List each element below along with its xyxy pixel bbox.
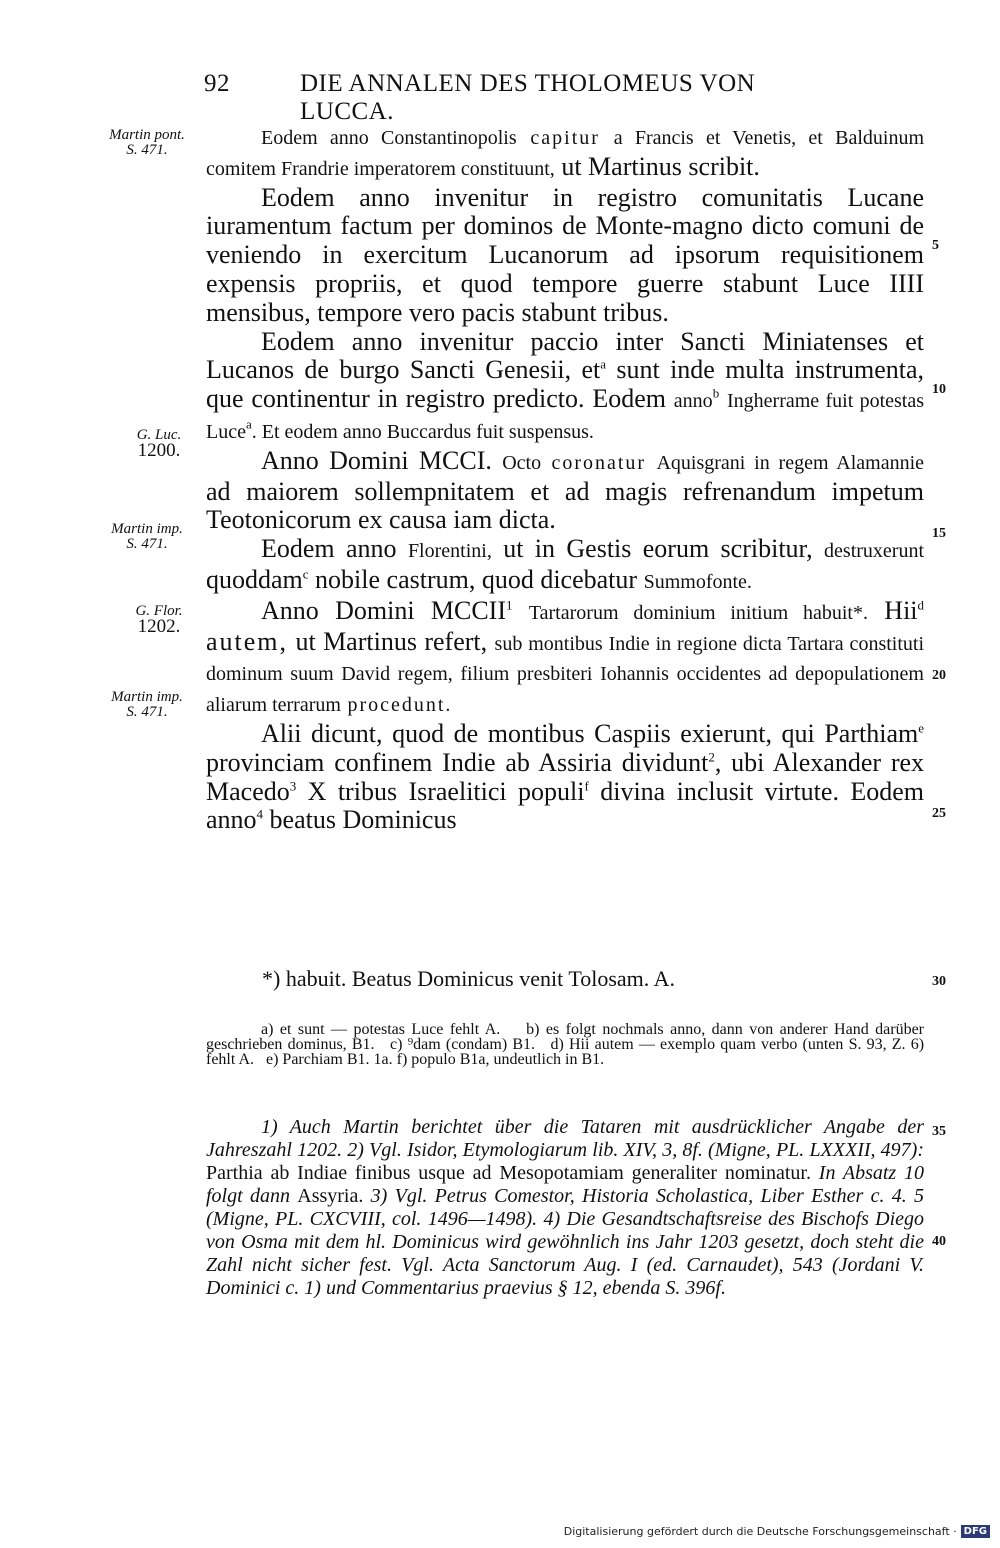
line-number: 25	[932, 806, 946, 821]
line-number: 15	[932, 526, 946, 541]
note-2-comment: In Absatz 10 folgt dann	[206, 1162, 925, 1207]
line-number: 10	[932, 382, 946, 397]
credit-text: Digitalisierung gefördert durch die Deutsche Forschungsgemeinschaft ·	[563, 1525, 957, 1538]
note-3: 3) Vgl. Petrus Comestor, Historia Scholastica, Liber Esther c. 4. 5 (Migne, PL. CXCVIII, col. 1496—1498).	[206, 1185, 925, 1230]
line-number: 35	[932, 1124, 946, 1139]
main-text	[206, 122, 924, 835]
paragraph-2: Eodem anno invenitur in registro comunitatis Lucane iuramentum factum per dominos de Monte-magno dicto comuni de veniendo in exercitum Lucanorum ad ipsorum requisitionem expensis propriis, et quod tempore guerre stabunt Luce IIII mensibus, tempore vero pacis stabunt tribus.	[206, 182, 924, 327]
margin-note-ref: S. 471.	[126, 704, 168, 720]
apparatus-f: f) populo B1a, undeutlich in B1.	[396, 1051, 605, 1068]
margin-note-year: 1202.	[137, 616, 181, 637]
margin-note-label: G. Luc.	[136, 427, 182, 443]
apparatus-b: b) es folgt nochmals anno, dann von anderer Hand darüber geschrieben dominus, B1.	[206, 1021, 925, 1053]
margin-note-year: 1200.	[137, 440, 181, 461]
margin-note-ref: S. 471.	[126, 142, 168, 158]
page-number: 92	[204, 70, 230, 97]
margin-note-1	[92, 128, 202, 158]
running-title: DIE ANNALEN DES THOLOMEUS VON LUCCA.	[300, 70, 756, 125]
margin-note-label: Martin imp.	[111, 521, 183, 537]
margin-note-ref: S. 471.	[126, 536, 168, 552]
margin-note-label: Martin pont.	[109, 127, 185, 143]
apparatus-c: c) ⁹dam (condam) B1.	[390, 1036, 536, 1053]
footnote-star: *) habuit. Beatus Dominicus venit Tolosam. A.	[262, 966, 675, 991]
margin-note-4	[104, 603, 214, 637]
margin-note-5	[92, 690, 202, 720]
note-2-ref: 2) Vgl. Isidor, Etymologiarum lib. XIV, 3, 8f. (Migne, PL. LXXXII, 497):	[347, 1139, 925, 1161]
margin-note-3	[92, 522, 202, 552]
apparatus-e: e) Parchiam B1. 1a.	[266, 1051, 393, 1068]
note-2-quote: Parthia ab Indiae finibus usque ad Mesopotamiam generaliter nominatur.	[206, 1162, 811, 1184]
paragraph-5: Eodem anno Florentini, ut in Gestis eorum scribitur, destruxerunt quoddam$^c$ nobile castrum, quod dicebatur Summofonte.	[206, 534, 925, 594]
paragraph-4: Anno Domini MCCI. Octo coronatur Aquisgrani in regem Alamannie ad maiorem sollempnitatem et ad magis refrenandum impetum Teotonicorum ex causa iam dicta.	[206, 445, 925, 535]
paragraph-6: Anno Domini MCCII$^1$ Tartarorum dominium initium habuit*. Hii$^d$ autem, ut Martinus refert, sub montibus Indie in regione dicta Tartara constituti dominum suum David regem, filium presbiteri Iohannis occidentes ad depopulationem aliarum terrarum procedunt.	[206, 595, 925, 717]
note-4: 4) Die Gesandtschaftsreise des Bischofs Diego von Osma mit dem hl. Dominicus wird gewöhnlich ins Jahr 1203 gesetzt, doch steht die Zahl nicht sicher fest. Vgl. Acta Sanctorum Aug. I (ed. Carnaudet), 543 (Jordani V. Dominici c. 1) und Commentarius praevius § 12, ebenda S. 396f.	[206, 1208, 924, 1299]
margin-note-label: Martin imp.	[111, 689, 183, 705]
paragraph-3: Eodem anno invenitur paccio inter Sancti Miniatenses et Lucanos de burgo Sancti Genesii, $et^a$ sunt inde multa instrumenta, que continentur in registro predicto. Eodem anno$^b$ Ingherrame fuit potestas Luce$^a$. Et eodem anno Buccardus fuit suspensus.	[206, 326, 925, 443]
dfg-logo-icon: DFG	[961, 1525, 990, 1538]
paragraph-7: Alii dicunt, quod de montibus Caspiis exierunt, qui Parthiam$^e$ provinciam confinem Indie ab Assiria dividunt$^2$, ubi Alexander rex Macedo$^3$ X tribus Israelitici populi$^f$ divina inclusit virtute. Eodem anno$^4$ beatus Dominicus	[206, 718, 925, 835]
line-number: 5	[932, 238, 939, 253]
note-1: 1) Auch Martin berichtet über die Tataren mit ausdrücklicher Angabe der Jahreszahl 1202.	[206, 1116, 924, 1161]
line-number: 20	[932, 668, 946, 683]
numbered-notes	[206, 1116, 924, 1300]
apparatus-notes	[206, 1022, 924, 1067]
apparatus-d: d) Hii autem — exemplo quam verbo (unten S. 93, Z. 6) fehlt A.	[206, 1036, 925, 1068]
line-number: 30	[932, 974, 946, 989]
note-2-word: Assyria.	[297, 1185, 364, 1207]
line-number: 40	[932, 1234, 946, 1249]
margin-note-2	[104, 427, 214, 461]
apparatus-a: a) et sunt — potestas Luce fehlt A.	[261, 1021, 501, 1038]
paragraph-1: Eodem anno Constantinopolis capitur a Francis et Venetis, et Balduinum comitem Frandrie imperatorem constituunt, ut Martinus scribit.	[206, 127, 925, 181]
running-header	[0, 64, 1000, 125]
digitization-credit	[564, 1525, 990, 1538]
margin-note-label: G. Flor.	[135, 603, 183, 619]
